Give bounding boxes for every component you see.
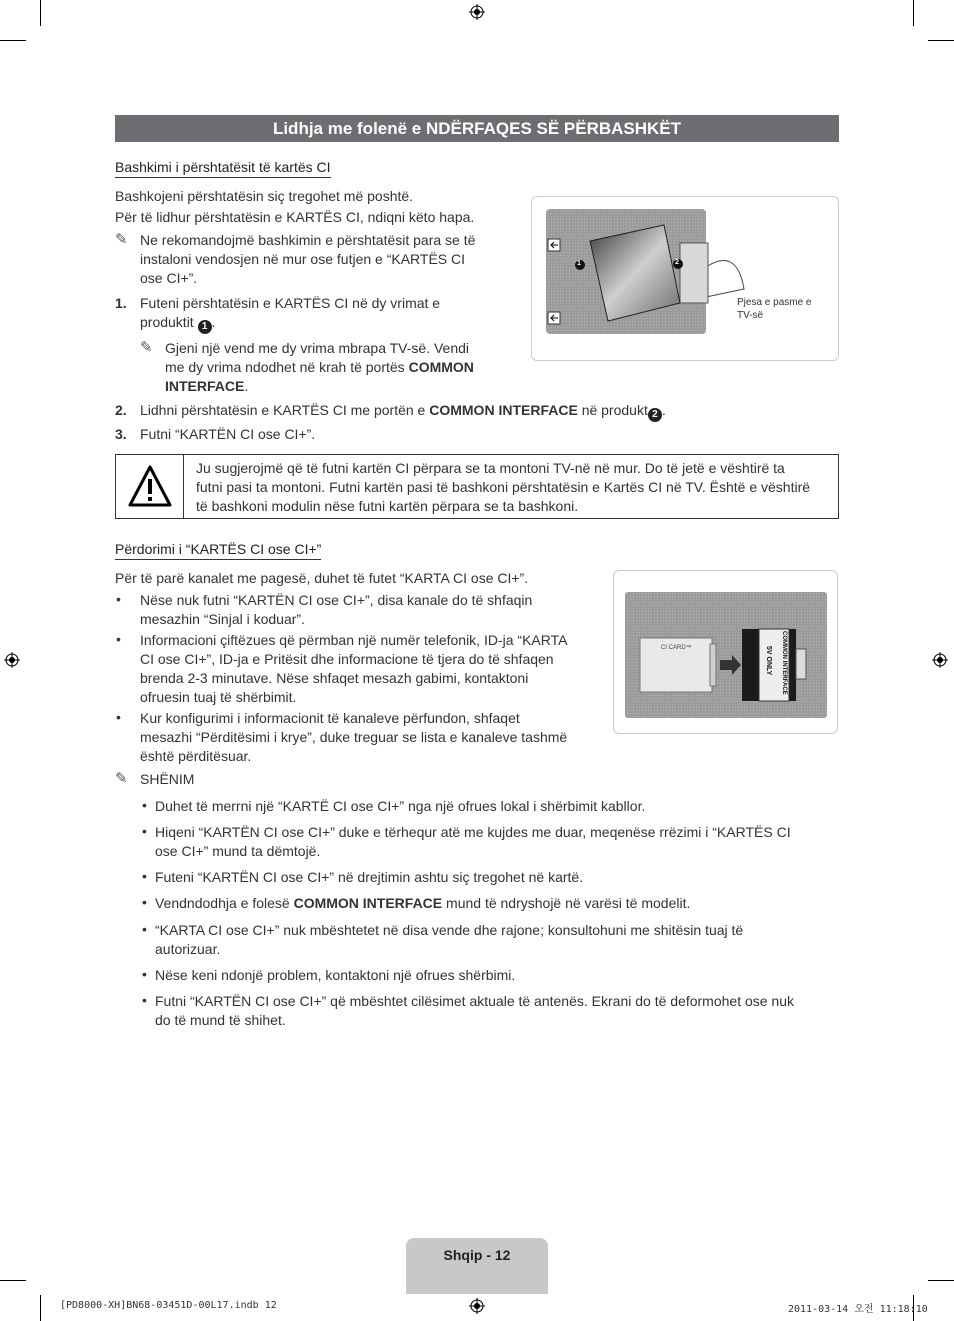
ci-card-illustration bbox=[614, 571, 837, 733]
tv-back-figure bbox=[531, 196, 839, 361]
step-number: 3. bbox=[115, 426, 127, 442]
warning-divider bbox=[183, 455, 184, 518]
bullet-text: mesazhi “Përditësimi i krye”, duke treguar se lista e kanaleve tashmë bbox=[140, 729, 568, 745]
registration-mark-icon bbox=[932, 652, 948, 668]
module-label: 5V ONLY bbox=[765, 646, 772, 676]
note-item-text: Vendndodhja e folesë bbox=[155, 895, 290, 911]
ci-card-figure bbox=[613, 570, 838, 734]
bullet-text: ofruesin tuaj të shërbimit. bbox=[140, 689, 297, 705]
intro-text: Për të parë kanalet me pagesë, duhet të futet “KARTA CI ose CI+”. bbox=[115, 570, 529, 586]
page-number-tab: Shqip - 12 bbox=[406, 1238, 548, 1294]
crop-mark bbox=[928, 40, 954, 41]
step-number: 1. bbox=[115, 295, 127, 311]
note-item-text: Duhet të merrni një “KARTË CI ose CI+” nga një ofrues lokal i shërbimit kabllor. bbox=[155, 798, 646, 814]
step-text-line: produktit 1 . bbox=[140, 314, 216, 332]
registration-mark-icon bbox=[469, 1298, 485, 1314]
crop-mark bbox=[40, 0, 41, 26]
bullet-text: Kur konfigurimi i informacionit të kanaleve përfundon, shfaqet bbox=[140, 710, 520, 726]
module-label: COMMON INTERFACE bbox=[781, 631, 787, 695]
bullet-icon: • bbox=[142, 966, 147, 982]
page-title: Lidhja me folenë e NDËRFAQES SË PËRBASHKËT bbox=[115, 115, 839, 142]
intro-text: Bashkojeni përshtatësin siç tregohet më poshtë. bbox=[115, 188, 414, 204]
bullet-icon: • bbox=[142, 894, 147, 910]
marker-1-icon: 1 bbox=[198, 320, 212, 334]
figure-marker-2: 2 bbox=[675, 259, 679, 266]
crop-mark bbox=[913, 0, 914, 26]
warning-text: Ju sugjerojmë që të futni kartën CI përpara se ta montoni TV-në në mur. Do të jetë e vështirë ta bbox=[196, 460, 785, 476]
note-item-text: do të mund të shihet. bbox=[155, 1012, 286, 1028]
note-text-bold: COMMON bbox=[408, 359, 474, 375]
note-item-text: Hiqeni “KARTËN CI ose CI+” duke e tërhequr atë me kujdes me duar, meqenëse rrëzimi i “KARTËS CI bbox=[155, 824, 791, 840]
note-item-text: ose CI+” mund ta dëmtojë. bbox=[155, 843, 321, 859]
figure-caption-line: Pjesa e pasme e bbox=[737, 297, 812, 308]
registration-mark-icon bbox=[4, 652, 20, 668]
note-pencil-icon: ✎ bbox=[115, 231, 128, 248]
bullet-text: është përditësuar. bbox=[140, 748, 252, 764]
note-item-text: “KARTA CI ose CI+” nuk mbështetet në disa vende dhe rajone; konsultohuni me shitësin tuaj të bbox=[155, 922, 744, 938]
bullet-icon: • bbox=[116, 631, 121, 647]
bullet-icon: • bbox=[142, 921, 147, 937]
figure-marker-1: 1 bbox=[577, 260, 581, 267]
note-item-line bbox=[155, 894, 690, 914]
warning-box bbox=[115, 454, 839, 519]
step-text: Futni “KARTËN CI ose CI+”. bbox=[140, 426, 316, 442]
note-item-text: Futni “KARTËN CI ose CI+” që mbështet cilësimet aktuale të antenës. Ekrani do të deformohet ose nuk bbox=[155, 993, 795, 1009]
marker-2-icon: 2 bbox=[648, 408, 662, 422]
print-slug-left: [PD8000-XH]BN68-03451D-00L17.indb 12 bbox=[60, 1300, 277, 1311]
ci-card-label: CI CARD™ bbox=[661, 645, 692, 651]
intro-text: Për të lidhur përshtatësin e KARTËS CI, ndiqni këto hapa. bbox=[115, 209, 475, 225]
section-heading-adapter: Bashkimi i përshtatësit të kartës CI bbox=[115, 159, 331, 178]
figure-caption-line: TV-së bbox=[737, 310, 764, 321]
note-text: ose CI+”. bbox=[140, 270, 198, 286]
crop-mark bbox=[0, 1280, 26, 1281]
bullet-icon: • bbox=[142, 992, 147, 1008]
note-item-text: autorizuar. bbox=[155, 941, 221, 957]
bullet-text: Informacioni çiftëzues që përmban një numër telefonik, ID-ja “KARTA bbox=[140, 632, 568, 648]
figure-caption bbox=[737, 296, 812, 322]
bullet-icon: • bbox=[142, 868, 147, 884]
note-text-line bbox=[165, 358, 474, 378]
note-text: instaloni vendosjen në mur ose futjen e “KARTËS CI bbox=[140, 251, 466, 267]
note-text-line: INTERFACE. bbox=[165, 378, 249, 394]
crop-mark bbox=[40, 1295, 41, 1321]
crop-mark bbox=[0, 40, 26, 41]
step-text-line: Lidhni përshtatësin e KARTËS CI me portën e COMMON INTERFACE në produkt 2 . bbox=[140, 402, 666, 420]
note-text-bold: INTERFACE bbox=[165, 378, 245, 394]
step-text: Lidhni përshtatësin e KARTËS CI me portën e bbox=[140, 402, 426, 418]
print-slug-right: 2011-03-14 오전 11:18:10 bbox=[788, 1304, 928, 1315]
warning-text: futni pasi ta montoni. Futni kartën pasi të bashkoni përshtatësin e Kartës CI në TV. Është e vështirë bbox=[196, 479, 811, 495]
note-pencil-icon: ✎ bbox=[140, 339, 153, 356]
registration-mark-icon bbox=[469, 4, 485, 20]
bullet-icon: • bbox=[116, 591, 121, 607]
tv-back-illustration bbox=[532, 197, 838, 360]
warning-triangle-icon bbox=[127, 463, 173, 509]
note-item-text: mund të ndryshojë në varësi të modelit. bbox=[446, 895, 691, 911]
step-number: 2. bbox=[115, 402, 127, 418]
bullet-text: brenda 2-3 minutave. Nëse shfaqet mesazh gabimi, kontaktoni bbox=[140, 670, 529, 686]
step-text-bold: COMMON INTERFACE bbox=[429, 402, 578, 418]
note-text: me dy vrima ndodhet në krah të portës bbox=[165, 359, 405, 375]
bullet-icon: • bbox=[116, 709, 121, 725]
section-heading-usage: Përdorimi i “KARTËS CI ose CI+” bbox=[115, 541, 321, 560]
bullet-text: CI ose CI+”, ID-ja e Pritësit dhe informacione të tjera do të shfaqen bbox=[140, 651, 554, 667]
bullet-text: mesazhin “Sinjal i koduar”. bbox=[140, 611, 305, 627]
note-item-text: Nëse keni ndonjë problem, kontaktoni një ofrues shërbimi. bbox=[155, 967, 516, 983]
step-text: në produkt bbox=[581, 402, 648, 418]
note-label: SHËNIM bbox=[140, 771, 195, 787]
note-item-text: Futeni “KARTËN CI ose CI+” në drejtimin ashtu siç tregohet në kartë. bbox=[155, 869, 584, 885]
note-pencil-icon: ✎ bbox=[115, 770, 128, 787]
step-text: produktit bbox=[140, 314, 194, 330]
bullet-icon: • bbox=[142, 823, 147, 839]
note-text: Gjeni një vend me dy vrima mbrapa TV-së. Vendi bbox=[165, 340, 470, 356]
warning-text: të bashkoni modulin nëse futni kartën përpara se ta bashkoni. bbox=[196, 498, 579, 514]
note-text: Ne rekomandojmë bashkimin e përshtatësit para se të bbox=[140, 232, 476, 248]
note-item-bold: COMMON INTERFACE bbox=[293, 895, 443, 911]
bullet-icon: • bbox=[142, 797, 147, 813]
bullet-text: Nëse nuk futni “KARTËN CI ose CI+”, disa kanale do të shfaqin bbox=[140, 592, 533, 608]
step-text: Futeni përshtatësin e KARTËS CI në dy vrimat e bbox=[140, 295, 441, 311]
crop-mark bbox=[928, 1280, 954, 1281]
